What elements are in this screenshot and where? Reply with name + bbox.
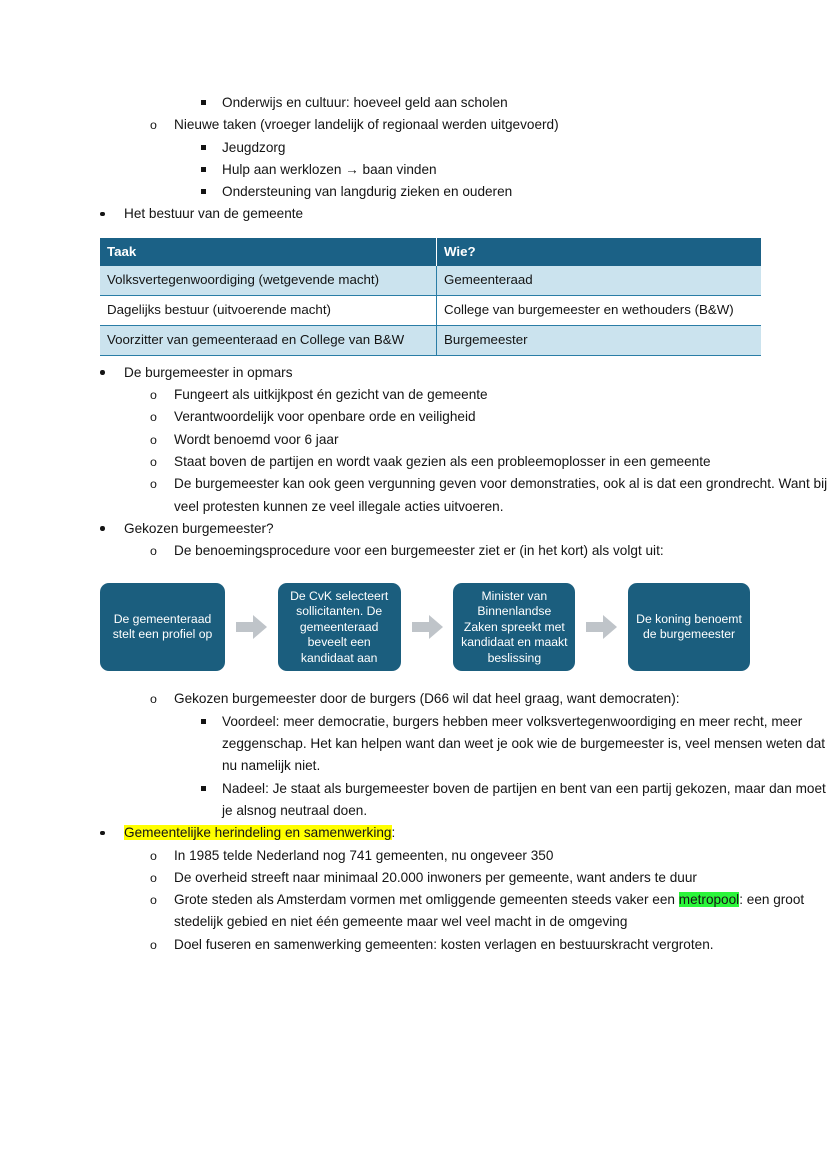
- circle-bullet-icon: o: [150, 893, 157, 908]
- cell-wie: Gemeenteraad: [437, 266, 762, 296]
- circle-bullet-icon: o: [150, 848, 157, 863]
- list-item-label: De overheid streeft naar minimaal 20.000 inwoners per gemeente, want anders te duur: [174, 869, 697, 885]
- square-bullet-icon: [201, 159, 217, 181]
- list-item-label: Gekozen burgemeester?: [124, 520, 274, 536]
- circle-bullet-icon: o: [150, 692, 157, 707]
- list-item-label: In 1985 telde Nederland nog 741 gemeenten, nu ongeveer 350: [174, 847, 554, 863]
- list-item: [0, 688, 828, 710]
- list-item: [0, 934, 828, 956]
- column-header-taak: Taak: [100, 238, 437, 266]
- list-item-label: De benoemingsprocedure voor een burgemeester ziet er (in het kort) als volgt uit:: [174, 543, 664, 559]
- list-item-label: Onderwijs en cultuur: hoeveel geld aan scholen: [222, 95, 508, 110]
- circle-bullet-icon: o: [150, 544, 157, 559]
- flow-step-4-label: De koning benoemt de burgemeester: [636, 611, 742, 642]
- list-item-label: [124, 822, 828, 844]
- flow-step-2: [278, 583, 401, 671]
- dot-bullet-icon: [100, 518, 116, 540]
- list-item: [0, 845, 828, 867]
- list-item: [0, 114, 828, 136]
- circle-bullet-icon: o: [150, 388, 157, 403]
- flow-step-1-label: De gemeenteraad stelt een profiel op: [112, 611, 213, 642]
- cell-taak: Volksvertegenwoordiging (wetgevende macht): [100, 266, 437, 296]
- highlighted-term-metropool: metropool: [678, 892, 740, 908]
- flow-arrow-1-container: [225, 583, 278, 671]
- document-content: [0, 92, 828, 956]
- list-item: [0, 540, 828, 562]
- square-bullet-icon: [201, 137, 217, 159]
- dot-bullet-icon: [100, 362, 116, 384]
- cell-taak: Voorzitter van gemeenteraad en College van B&W: [100, 325, 437, 355]
- flow-step-2-label: De CvK selecteert sollicitanten. De gemeenteraad beveelt een kandidaat aan: [290, 588, 389, 665]
- cell-wie: Burgemeester: [437, 325, 762, 355]
- square-bullet-icon: [201, 92, 217, 114]
- list-item-label: Nadeel: Je staat als burgemeester boven de partijen en bent van een partij gekozen, maar dan moet je alsnog neutraal doen.: [222, 780, 826, 818]
- flow-step-3-label: Minister van Binnenlandse Zaken spreekt met kandidaat en maakt beslissing: [461, 588, 568, 665]
- flow-step-1: [100, 583, 225, 671]
- list-item-label: Fungeert als uitkijkpost én gezicht van de gemeente: [174, 387, 488, 403]
- arrow-right-icon: [236, 613, 267, 641]
- list-item: [0, 518, 828, 540]
- taak-wie-table-wrapper: [100, 238, 732, 356]
- arrow-right-icon: [586, 613, 617, 641]
- list-item-label: Wordt benoemd voor 6 jaar: [174, 431, 339, 447]
- dot-bullet-icon: [100, 822, 116, 844]
- list-item: [0, 406, 828, 428]
- list-item-label: [174, 889, 828, 934]
- list-item-label: Het bestuur van de gemeente: [124, 206, 304, 222]
- list-item-label: Voordeel: meer democratie, burgers hebben meer volksvertegenwoordiging en meer recht, meer zeggenschap. Het kan helpen want dan weet je ook wie de burgemeester is, veel mensen weten dat nu namelijk niet.: [222, 713, 826, 774]
- list-item-herindeling: [0, 822, 828, 844]
- list-item: [0, 203, 828, 225]
- arrow-right-icon: [412, 613, 443, 641]
- flow-step-4: [628, 583, 750, 671]
- list-item: [0, 473, 828, 518]
- flow-arrow-2-container: [401, 583, 454, 671]
- list-item-metropool: [0, 889, 828, 934]
- cell-wie: College van burgemeester en wethouders (B&W): [437, 295, 762, 325]
- table-row: [100, 266, 761, 296]
- square-bullet-icon: [201, 711, 217, 733]
- list-item-label: Verantwoordelijk voor openbare orde en veiligheid: [174, 409, 476, 425]
- list-item-label: De burgemeester kan ook geen vergunning geven voor demonstraties, ook al is dat een grondrecht. Want bij veel protesten kunnen ze veel illegale acties uitvoeren.: [174, 476, 828, 514]
- table-header-row: [100, 238, 761, 266]
- list-item: [0, 137, 828, 159]
- taak-wie-table: [100, 238, 761, 356]
- list-item: [0, 181, 828, 203]
- list-item: [0, 711, 828, 778]
- list-item-label: Jeugdzorg: [222, 139, 286, 155]
- list-item-label-pre: Grote steden als Amsterdam vormen met omliggende gemeenten steeds vaker een: [174, 892, 679, 908]
- square-bullet-icon: [201, 181, 217, 203]
- list-item-label: Doel fuseren en samenwerking gemeenten: kosten verlagen en bestuurskracht vergroten.: [174, 936, 714, 952]
- table-row: [100, 295, 761, 325]
- dot-bullet-icon: [100, 203, 116, 225]
- list-item-label: Staat boven de partijen en wordt vaak gezien als een probleemoplosser in een gemeente: [174, 453, 711, 469]
- benoemingsprocedure-flowchart: [100, 580, 750, 674]
- list-item-label-rest: :: [391, 825, 396, 841]
- circle-bullet-icon: o: [150, 477, 157, 492]
- highlighted-term-herindeling: Gemeentelijke herindeling en samenwerking: [124, 825, 392, 841]
- list-item: [0, 867, 828, 889]
- circle-bullet-icon: o: [150, 454, 157, 469]
- flow-step-3: [453, 583, 575, 671]
- list-item-label: Hulp aan werklozen → baan vinden: [222, 161, 437, 177]
- circle-bullet-icon: o: [150, 410, 157, 425]
- list-item-label: Gekozen burgemeester door de burgers (D66 wil dat heel graag, want democraten):: [174, 691, 680, 707]
- circle-bullet-icon: o: [150, 870, 157, 885]
- table-head: [100, 238, 761, 266]
- list-item: [0, 778, 828, 823]
- list-item: [0, 362, 828, 384]
- column-header-wie: Wie?: [437, 238, 762, 266]
- list-item: [0, 159, 828, 181]
- circle-bullet-icon: o: [150, 432, 157, 447]
- circle-bullet-icon: o: [150, 937, 157, 952]
- list-item-label-post: : een groot stedelijk gebied en niet één gemeente maar wel veel macht in de omgeving: [174, 892, 805, 930]
- list-item-label: Ondersteuning van langdurig zieken en ouderen: [222, 184, 513, 200]
- list-item: [0, 451, 828, 473]
- list-item: [0, 429, 828, 451]
- flow-arrow-3-container: [575, 583, 628, 671]
- circle-bullet-icon: o: [150, 118, 157, 133]
- cell-taak: Dagelijks bestuur (uitvoerende macht): [100, 295, 437, 325]
- table-row: [100, 325, 761, 355]
- table-body: [100, 266, 761, 356]
- list-item: [0, 384, 828, 406]
- list-item: [0, 92, 828, 114]
- list-item-label: Nieuwe taken (vroeger landelijk of regionaal werden uitgevoerd): [174, 117, 559, 133]
- list-item-label: De burgemeester in opmars: [124, 364, 293, 380]
- square-bullet-icon: [201, 778, 217, 800]
